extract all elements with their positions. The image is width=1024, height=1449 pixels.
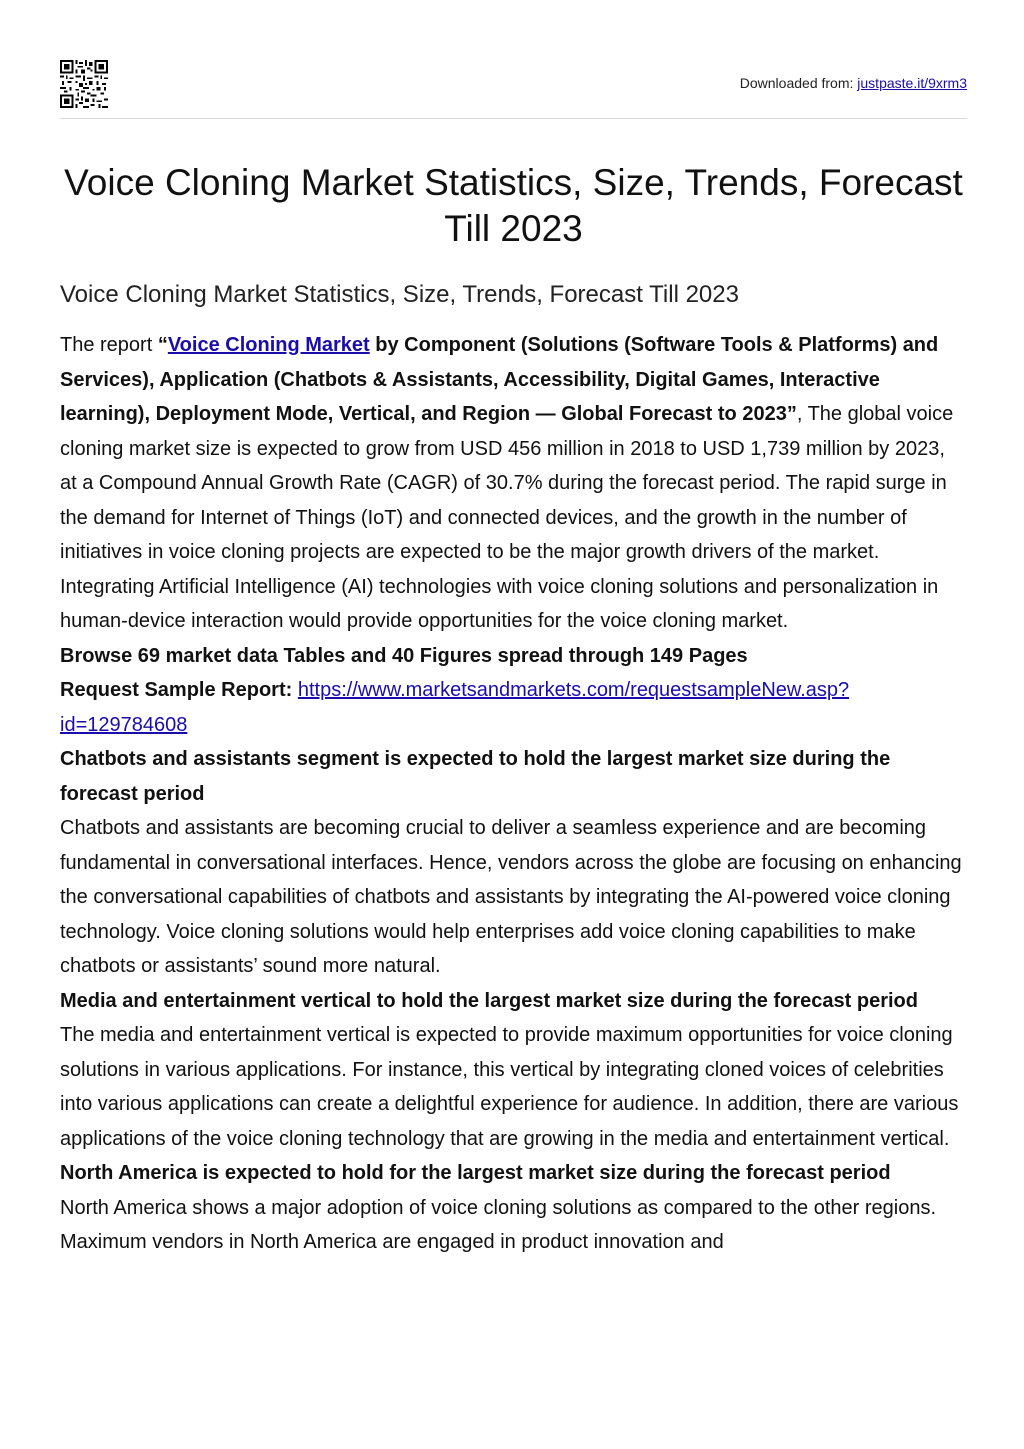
quote-open: “	[157, 334, 168, 356]
section-heading-text: Chatbots and assistants segment is expected to hold the largest market size during the forecast period	[60, 748, 891, 805]
intro-prefix: The report	[60, 334, 158, 356]
page-subtitle: Voice Cloning Market Statistics, Size, Trends, Forecast Till 2023	[60, 281, 739, 308]
article-body	[60, 328, 967, 1260]
source-link[interactable]: justpaste.it/9xrm3	[857, 75, 967, 91]
request-link-line2: id=129784608	[60, 713, 188, 736]
section-body: The media and entertainment vertical is expected to provide maximum opportunities for voice cloning solutions in various applications. For instance, this vertical by integrating cloned voices of celebrities into various applications can create a delightful experience for audience. In addition, there are various applications of the voice cloning technology that are growing in the media and entertainment vertical.	[60, 1024, 959, 1150]
report-title-rest: by Component (Solutions (Software Tools & Platforms) and Services), Application (Chatbots & Assistants, Accessibility, Digital Games, Interactive learning), Deployment Mode, Vertical, and Region — Global Forecast to 2023”	[60, 334, 939, 425]
section-heading-text: North America is expected to hold for the largest market size during the forecast period	[60, 1162, 891, 1184]
section-heading	[60, 984, 967, 1019]
browse-text: Browse 69 market data Tables and 40 Figures spread through 149 Pages	[60, 644, 748, 667]
section-heading-text: Media and entertainment vertical to hold the largest market size during the forecast period	[60, 989, 918, 1012]
downloaded-from-note	[740, 75, 967, 91]
downloaded-from-label: Downloaded from:	[739, 75, 858, 91]
page-header	[60, 60, 967, 119]
section-body: North America shows a major adoption of voice cloning solutions as compared to the other regions. Maximum vendors in North America are engaged in product innovation and	[60, 1196, 937, 1253]
page-title: Voice Cloning Market Statistics, Size, Trends, Forecast Till 2023	[64, 162, 963, 249]
browse-note	[60, 639, 967, 674]
qr-code-icon	[60, 60, 108, 108]
request-sample-label: Request Sample Report:	[60, 679, 298, 701]
section-body: Chatbots and assistants are becoming crucial to deliver a seamless experience and are becoming fundamental in conversational interfaces. Hence, vendors across the globe are focusing on enhancing the conversational capabilities of chatbots and assistants by integrating the AI-powered voice cloning technology. Voice cloning solutions would help enterprises add voice cloning capabilities to make chatbots or assistants’ sound more natural.	[60, 817, 962, 977]
section-heading	[60, 742, 967, 811]
section-heading	[60, 1156, 967, 1191]
request-link-line1: https://www.marketsandmarkets.com/requestsampleNew.asp?	[297, 679, 850, 701]
report-link[interactable]: Voice Cloning Market	[167, 334, 370, 356]
request-sample	[60, 673, 967, 742]
intro-body: , The global voice cloning market size is expected to grow from USD 456 million in 2018 to USD 1,739 million by 2023, at a Compound Annual Growth Rate (CAGR) of 30.7% during the forecast period. The rapid surge in the demand for Internet of Things (IoT) and connected devices, and the growth in the number of initiatives in voice cloning projects are expected to be the major growth drivers of the market. Integrating Artificial Intelligence (AI) technologies with voice cloning solutions and personalization in human-device interaction would provide opportunities for the voice cloning market.	[60, 403, 954, 632]
intro-paragraph	[60, 328, 967, 639]
